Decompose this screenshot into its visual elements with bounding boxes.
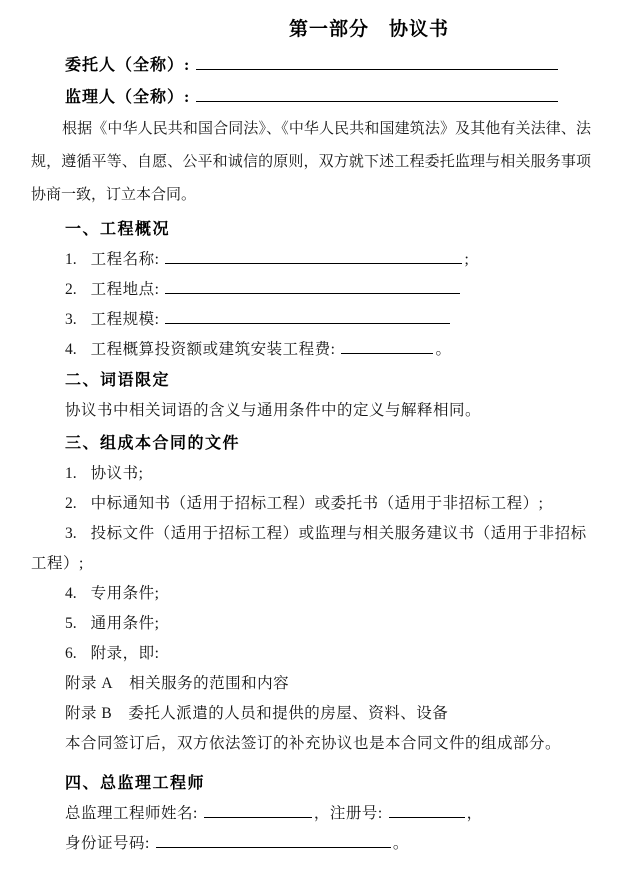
item-number: 3. — [65, 525, 77, 542]
contract-doc-row — [31, 489, 591, 519]
project-location-row — [31, 275, 591, 305]
contract-doc-row — [31, 609, 591, 639]
contract-doc-row — [31, 639, 591, 669]
preamble-paragraph: 根据《中华人民共和国合同法》、《中华人民共和国建筑法》及其他有关法律、法规，遵循平等、自愿、公平和诚信的原则，双方就下述工程委托监理与相关服务事项协商一致，订立本合同。 — [31, 121, 591, 203]
project-location-blank-field[interactable] — [165, 278, 460, 294]
contract-doc-text: 附录，即: — [90, 645, 160, 662]
client-label: 委托人（全称）: — [65, 57, 191, 74]
id-number-row — [31, 829, 591, 859]
item-number: 1. — [65, 251, 77, 268]
supplementary-note: 本合同签订后，双方依法签订的补充协议也是本合同文件的组成部分。 — [65, 735, 562, 752]
contract-doc-row — [31, 579, 591, 609]
appendix-b-row — [31, 699, 591, 729]
project-budget-row — [31, 335, 591, 365]
chief-engineer-name-label: 总监理工程师姓名: — [65, 805, 198, 822]
item-number: 2. — [65, 281, 77, 298]
chief-engineer-name-blank-field[interactable] — [204, 802, 312, 818]
id-number-blank-field[interactable] — [156, 832, 391, 848]
item-number: 1. — [65, 465, 77, 482]
item-number: 6. — [65, 645, 77, 662]
item-number: 3. — [65, 311, 77, 328]
item-number: 4. — [65, 585, 77, 602]
line-suffix: 。 — [392, 835, 409, 852]
contract-doc-text: 中标通知书（适用于招标工程）或委托书（适用于非招标工程）; — [90, 495, 544, 512]
terms-body: 协议书中相关词语的含义与通用条件中的定义与解释相同。 — [65, 402, 482, 419]
item-number: 4. — [65, 341, 77, 358]
supervisor-blank-field[interactable] — [196, 86, 558, 102]
contract-doc-row — [31, 519, 591, 579]
contract-doc-text: 专用条件; — [90, 585, 160, 602]
registration-number-blank-field[interactable] — [389, 802, 465, 818]
supervisor-label: 监理人（全称）: — [65, 89, 191, 106]
project-budget-label: 工程概算投资额或建筑安装工程费: — [90, 341, 336, 358]
page-title: 第一部分 协议书 — [289, 19, 450, 40]
item-number: 2. — [65, 495, 77, 512]
supervisor-row — [31, 83, 591, 113]
project-location-label: 工程地点: — [90, 281, 160, 298]
section-heading-contract-documents: 三、组成本合同的文件 — [65, 435, 241, 452]
project-name-row — [31, 245, 591, 275]
section-heading-chief-engineer: 四、总监理工程师 — [65, 775, 206, 792]
section-heading-terms: 二、词语限定 — [65, 372, 171, 389]
contract-doc-text: 协议书; — [90, 465, 144, 482]
section-heading-project-overview: 一、工程概况 — [65, 221, 171, 238]
contract-doc-text: 通用条件; — [90, 615, 160, 632]
appendix-b-label: 附录 B — [65, 705, 113, 722]
appendix-a-label: 附录 A — [65, 675, 114, 692]
project-name-label: 工程名称: — [90, 251, 160, 268]
contract-doc-row — [31, 459, 591, 489]
project-scale-blank-field[interactable] — [165, 308, 450, 324]
client-row — [31, 51, 591, 81]
project-scale-label: 工程规模: — [90, 311, 160, 328]
project-scale-row — [31, 305, 591, 335]
id-number-label: 身份证号码: — [65, 835, 150, 852]
line-suffix: ， — [466, 805, 483, 822]
contract-doc-text: 投标文件（适用于招标工程）或监理与相关服务建议书（适用于非招标工程）; — [31, 525, 587, 572]
client-blank-field[interactable] — [196, 54, 558, 70]
appendix-a-text: 相关服务的范围和内容 — [129, 675, 290, 692]
item-suffix: 。 — [435, 341, 452, 358]
appendix-a-row — [31, 669, 591, 699]
document-page — [31, 16, 591, 859]
item-number: 5. — [65, 615, 77, 632]
project-name-blank-field[interactable] — [165, 248, 462, 264]
item-suffix: ; — [464, 251, 470, 268]
registration-label: ，注册号: — [313, 805, 383, 822]
project-budget-blank-field[interactable] — [341, 338, 433, 354]
chief-engineer-name-row — [31, 799, 591, 829]
appendix-b-text: 委托人派遣的人员和提供的房屋、资料、设备 — [128, 705, 449, 722]
